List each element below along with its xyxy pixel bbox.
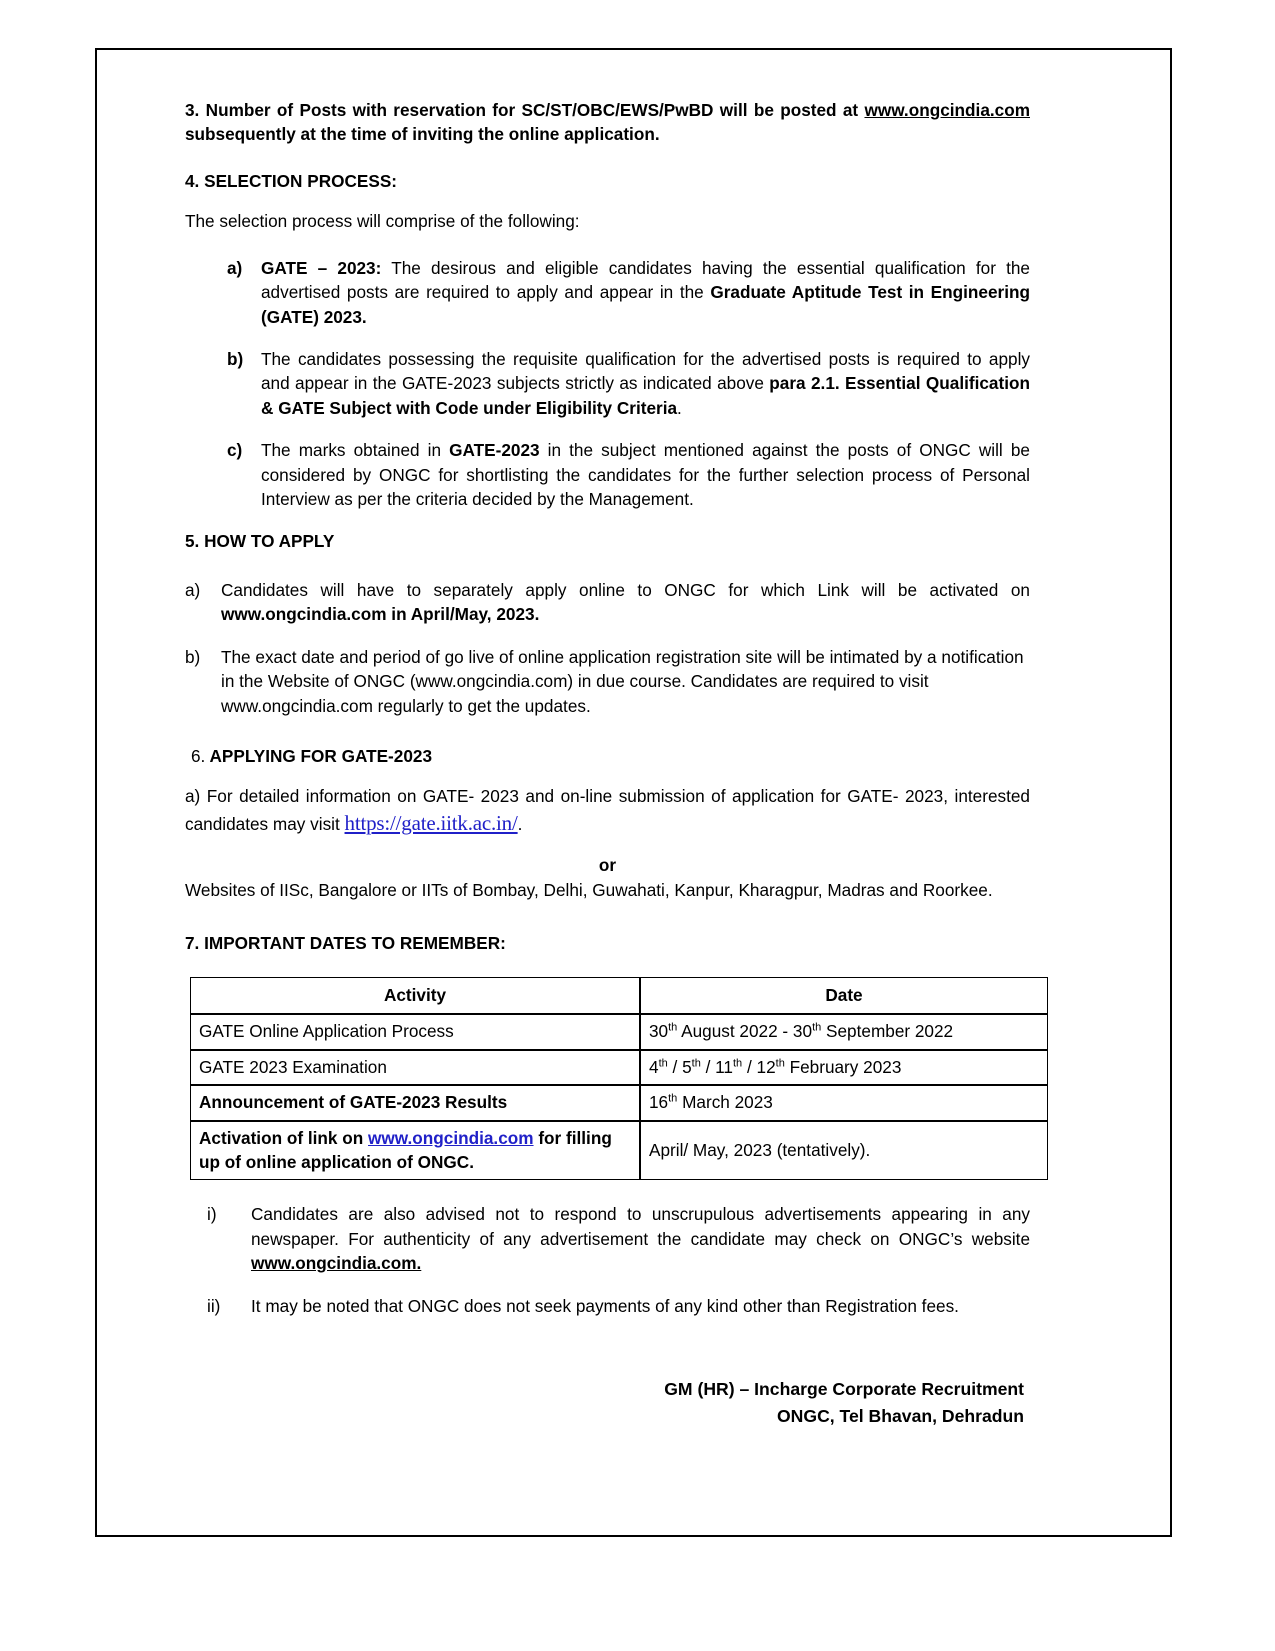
table-cell-activity: GATE 2023 Examination (190, 1050, 640, 1085)
list-item (207, 1294, 1030, 1318)
signature-line-1: GM (HR) – Incharge Corporate Recruitment (664, 1379, 1024, 1400)
list-body-b (261, 347, 1030, 420)
paragraph-section-3 (185, 98, 1030, 147)
section-4-list (227, 256, 1030, 512)
list-item (227, 347, 1030, 420)
column-header-activity: Activity (190, 977, 640, 1014)
table-row (190, 1014, 1048, 1049)
important-dates-table-wrap (185, 977, 1030, 1181)
section-6-title: APPLYING FOR GATE-2023 (205, 746, 433, 767)
list-item (227, 438, 1030, 511)
item-b-text: The candidates possessing the requisite qualification for the advertised posts is required to apply and appear in the GATE-2023 subjects strictly as indicated above (261, 348, 1030, 394)
page-border (95, 48, 1172, 1537)
list-item (207, 1202, 1030, 1275)
section-3-number: 3. (185, 100, 200, 120)
spacer (185, 917, 1030, 931)
list-body-c (261, 438, 1030, 511)
spacer (185, 161, 1030, 169)
table-cell-date: 4th / 5th / 11th / 12th February 2023 (640, 1050, 1048, 1085)
table-row (190, 1121, 1048, 1181)
list-body-ii: It may be noted that ONGC does not seek payments of any kind other than Registration fees. (251, 1295, 959, 1316)
table-cell-date: 30th August 2022 - 30th September 2022 (640, 1014, 1048, 1049)
column-header-date: Date (640, 977, 1048, 1014)
section-7-heading: 7. IMPORTANT DATES TO REMEMBER: (185, 932, 506, 953)
section-4-intro: The selection process will comprise of the following: (185, 211, 580, 232)
table-row (190, 1050, 1048, 1085)
spacer (185, 570, 1030, 578)
signature-line-2: ONGC, Tel Bhavan, Dehradun (777, 1405, 1024, 1426)
gate-2023-bold-tail: Graduate Aptitude Test in Engineering (GATE) 2023. (261, 282, 1030, 327)
item-b-bold: para 2.1. Essential Qualification & GATE Subject with Code under Eligibility Criteria (261, 373, 1030, 418)
section-3-text-part1: Number of Posts with reservation for SC/ST/OBC/EWS/PwBD will be posted at (199, 100, 865, 120)
ongcindia-link-section-3[interactable]: www.ongcindia.com (864, 100, 1030, 120)
item-c-text: The marks obtained in (261, 440, 450, 461)
table-cell-activity: GATE Online Application Process (190, 1014, 640, 1049)
notes-list (207, 1202, 1030, 1318)
item-c-tail: in the subject mentioned against the posts of ONGC will be considered by ONGC for shortlisting the candidates for the further selection process of Personal Interview as per the criteria decided by the Management. (261, 440, 1030, 510)
section-6-paragraph-a (185, 784, 1030, 838)
gate-iitk-link[interactable]: https://gate.iitk.ac.in/ (344, 810, 518, 835)
list-item (185, 578, 1030, 627)
section-5-heading: 5. HOW TO APPLY (185, 531, 335, 552)
list-marker-i: i) (207, 1204, 217, 1225)
note-i-text: Candidates are also advised not to respond to unscrupulous advertisements appearing in any newspaper. For authenticity of any advertisement the candidate may check on ONGC’s website (251, 1204, 1030, 1249)
table-row (190, 1085, 1048, 1120)
section-5-list (185, 578, 1030, 718)
spacer (185, 736, 1030, 744)
section-6-text: a) For detailed information on GATE- 2023 and on-line submission of application for GATE- 2023, interested candidates may visit (185, 786, 1030, 834)
important-dates-table (190, 977, 1048, 1181)
apply-online-text: Candidates will have to separately apply online to ONGC for which Link will be activated on (221, 579, 1030, 600)
list-marker-ii: ii) (207, 1295, 221, 1316)
section-6-paragraph-b: Websites of IISc, Bangalore or IITs of Bombay, Delhi, Guwahati, Kanpur, Kharagpur, Madras and Roorkee. (185, 880, 993, 901)
list-body-b: The exact date and period of go live of online application registration site will be intimated by a notification in the Website of ONGC (www.ongcindia.com) in due course. Candidates are required to visit www.ongcindia.com regularly to get the updates. (221, 646, 1024, 716)
section-6-text-tail: . (517, 813, 523, 834)
list-body-a (261, 256, 1030, 329)
section-4-heading: 4. SELECTION PROCESS: (185, 170, 398, 191)
ongcindia-link-note[interactable]: www.ongcindia.com. (251, 1253, 422, 1274)
spacer (185, 248, 1030, 256)
item-c-bold: GATE-2023 (449, 440, 540, 461)
list-marker-a: a) (227, 257, 243, 278)
signature-block (185, 1376, 1030, 1429)
table-body (190, 1014, 1048, 1180)
table-cell-activity: Activation of link on www.ongcindia.com for filling up of online application of ONGC. (190, 1121, 640, 1181)
table-cell-date: April/ May, 2023 (tentatively). (640, 1121, 1048, 1181)
table-cell-date: 16th March 2023 (640, 1085, 1048, 1120)
gate-2023-text: The desirous and eligible candidates having the essential qualification for the advertised posts are required to apply and appear in the (261, 257, 1030, 303)
item-b-tail: . (677, 397, 682, 418)
list-marker-b: b) (185, 646, 201, 667)
table-header-row (190, 977, 1048, 1014)
or-separator: or (598, 854, 617, 875)
list-body-i (251, 1202, 1030, 1275)
table-cell-activity: Announcement of GATE-2023 Results (190, 1085, 640, 1120)
list-item (227, 256, 1030, 329)
list-body-a (221, 578, 1030, 627)
section-3-text-part2: subsequently at the time of inviting the online application. (185, 124, 660, 145)
list-marker-c: c) (227, 440, 243, 461)
list-marker-a: a) (185, 579, 201, 600)
spacer (185, 1180, 1030, 1202)
document-content (185, 98, 1030, 1429)
section-6-heading (185, 744, 1030, 768)
gate-2023-lead: GATE – 2023: (261, 257, 382, 278)
list-marker-b: b) (227, 348, 244, 369)
apply-online-bold: www.ongcindia.com in April/May, 2023. (221, 604, 540, 625)
table-header (190, 977, 1048, 1014)
list-item (185, 645, 1030, 718)
section-6-number: 6. (191, 746, 206, 767)
